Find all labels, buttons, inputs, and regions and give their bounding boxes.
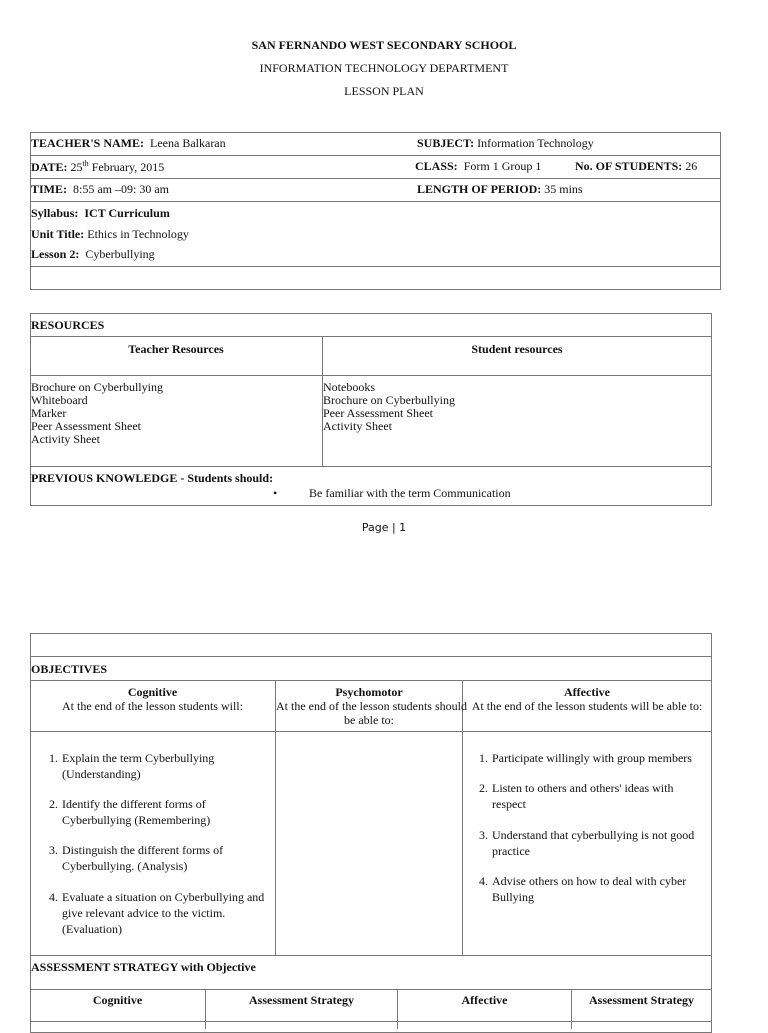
objective-text: Bullying <box>492 890 535 904</box>
bullet-icon: • <box>273 486 278 500</box>
objective-text: Explain the term Cyberbullying <box>62 751 215 765</box>
list-item: Activity Sheet <box>31 432 100 446</box>
length-label: LENGTH OF PERIOD: <box>417 182 542 196</box>
subject-value: Information Technology <box>477 136 594 150</box>
teacher-resources-list <box>31 381 163 446</box>
length-value: 35 mins <box>544 182 583 196</box>
list-number: 4. <box>479 874 488 888</box>
objective-text: (Evaluation) <box>62 922 122 936</box>
psychomotor-subheader-line-2: be able to: <box>344 713 394 727</box>
subject-label: SUBJECT: <box>417 136 475 150</box>
syllabus-field <box>31 206 170 221</box>
list-item: Peer Assessment Sheet <box>31 419 141 433</box>
divider <box>30 466 711 467</box>
divider <box>30 266 720 267</box>
unit-title-field <box>31 227 189 242</box>
list-number: 3. <box>49 843 58 857</box>
length-field <box>417 182 583 197</box>
teacher-name-field <box>31 136 226 151</box>
list-item: Peer Assessment Sheet <box>323 406 433 420</box>
assessment-title: ASSESSMENT STRATEGY with Objective <box>31 960 256 974</box>
page-number: Page | 1 <box>361 521 407 534</box>
assessment-col-strategy: Assessment Strategy <box>249 993 354 1007</box>
list-item: Brochure on Cyberbullying <box>31 380 163 394</box>
objective-text: Cyberbullying (Remembering) <box>62 813 211 827</box>
syllabus-label: Syllabus: <box>31 206 79 220</box>
list-item: Activity Sheet <box>323 419 392 433</box>
list-number: 1. <box>49 751 58 765</box>
previous-knowledge-heading <box>31 471 273 486</box>
divider <box>30 955 711 956</box>
list-number: 4. <box>49 890 58 904</box>
student-resources-header: Student resources <box>471 342 563 356</box>
subject-field <box>417 136 594 151</box>
psychomotor-header: Psychomotor <box>335 685 403 699</box>
assessment-col-strategy-2: Assessment Strategy <box>589 993 694 1007</box>
students-label: No. OF STUDENTS: <box>575 159 683 173</box>
objective-text: Distinguish the different forms of <box>62 843 224 857</box>
objective-text: practice <box>492 844 530 858</box>
time-label: TIME: <box>31 182 67 196</box>
list-number: 2. <box>49 797 58 811</box>
list-item: Whiteboard <box>31 393 88 407</box>
objectives-title: OBJECTIVES <box>31 662 108 676</box>
objective-text: Identify the different forms of <box>62 797 206 811</box>
list-item: Brochure on Cyberbullying <box>323 393 455 407</box>
student-resources-list <box>323 381 455 433</box>
objective-text: Evaluate a situation on Cyberbullying and <box>62 890 265 904</box>
teacher-name-value: Leena Balkaran <box>150 136 226 150</box>
cognitive-subheader: At the end of the lesson students will: <box>62 699 243 713</box>
divider <box>30 178 720 179</box>
previous-knowledge-label: PREVIOUS KNOWLEDGE - <box>31 471 185 485</box>
resources-title: RESOURCES <box>31 318 105 332</box>
teacher-resources-header: Teacher Resources <box>128 342 224 356</box>
objective-text: respect <box>492 797 526 811</box>
list-number: 3. <box>479 828 488 842</box>
syllabus-value: ICT Curriculum <box>84 206 170 220</box>
time-value: 8:55 am –09: 30 am <box>73 182 169 196</box>
psychomotor-subheader: At the end of the lesson students should <box>276 699 467 713</box>
class-label: CLASS: <box>415 159 458 173</box>
divider <box>462 680 463 955</box>
document-type: LESSON PLAN <box>344 84 424 98</box>
objective-text: Participate willingly with group members <box>492 751 692 765</box>
divider <box>30 680 711 681</box>
affective-header: Affective <box>564 685 610 699</box>
department-name: INFORMATION TECHNOLOGY DEPARTMENT <box>259 61 509 75</box>
objective-text: Cyberbullying. (Analysis) <box>62 859 188 873</box>
divider <box>30 155 720 156</box>
date-suffix: th <box>82 159 89 168</box>
school-name: SAN FERNANDO WEST SECONDARY SCHOOL <box>251 38 517 52</box>
list-item: Notebooks <box>323 380 375 394</box>
assessment-col-affective: Affective <box>461 993 508 1007</box>
lesson-value: Cyberbullying <box>85 247 155 261</box>
class-field <box>415 159 541 174</box>
divider <box>30 1021 711 1022</box>
divider <box>30 336 711 337</box>
divider <box>30 656 711 657</box>
cognitive-header: Cognitive <box>127 685 178 699</box>
time-field <box>31 182 169 197</box>
list-item: Marker <box>31 406 67 420</box>
date-value <box>70 160 164 174</box>
date-label: DATE: <box>31 160 68 174</box>
teacher-name-label: TEACHER'S NAME: <box>31 136 145 150</box>
objective-text: Advise others on how to deal with cyber <box>492 874 687 888</box>
affective-subheader: At the end of the lesson students will be able to: <box>471 699 703 713</box>
divider <box>30 375 711 376</box>
unit-title-value: Ethics in Technology <box>87 227 189 241</box>
divider <box>30 989 711 990</box>
list-number: 2. <box>479 781 488 795</box>
objective-text: (Understanding) <box>62 767 141 781</box>
divider <box>30 201 720 202</box>
unit-title-label: Unit Title: <box>31 227 85 241</box>
date-rest: February, 2015 <box>88 160 165 174</box>
objective-text: give relevant advice to the victim. <box>62 906 226 920</box>
lesson-field <box>31 247 155 262</box>
assessment-col-cognitive: Cognitive <box>92 993 143 1007</box>
list-number: 1. <box>479 751 488 765</box>
objective-text: Understand that cyberbullying is not good <box>492 828 695 842</box>
students-field <box>575 159 697 174</box>
students-value: 26 <box>685 159 698 173</box>
date-day: 25 <box>70 160 83 174</box>
lesson-label: Lesson 2: <box>31 247 80 261</box>
previous-knowledge-item: Be familiar with the term Communication <box>309 486 511 500</box>
previous-knowledge-bold: Students should: <box>187 471 274 485</box>
objective-text: Listen to others and others' ideas with <box>492 781 674 795</box>
date-field <box>31 159 164 175</box>
divider <box>30 731 711 732</box>
class-value: Form 1 Group 1 <box>463 159 542 173</box>
